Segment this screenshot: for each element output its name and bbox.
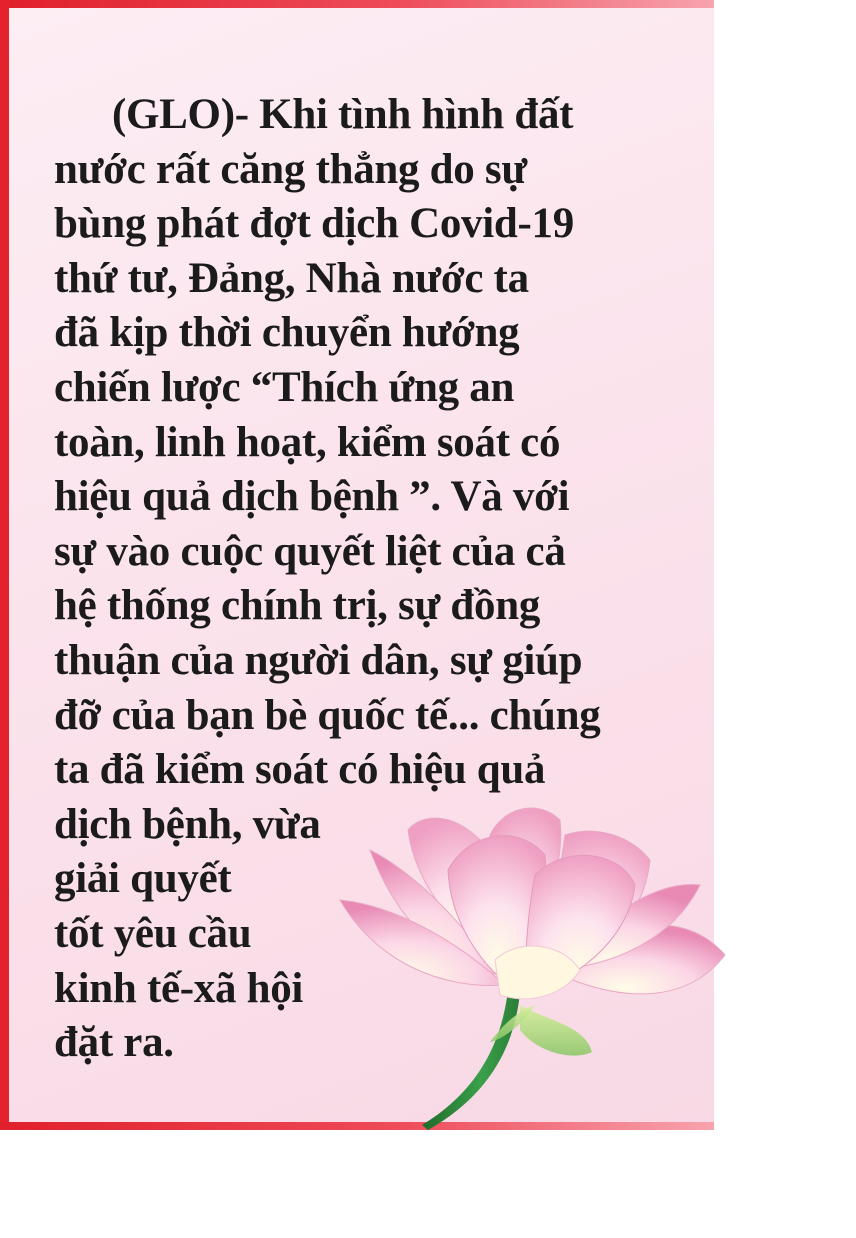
text-line: đặt ra. [54, 1019, 174, 1067]
text-line: nước rất căng thẳng do sự [54, 145, 527, 193]
text-line: hiệu quả dịch bệnh ”. Và với [54, 473, 570, 521]
frame-left-border [0, 0, 9, 1130]
text-line: sự vào cuộc quyết liệt của cả [54, 527, 566, 575]
text-line: giải quyết [54, 855, 232, 903]
text-line: hệ thống chính trị, sự đồng [54, 582, 541, 630]
text-line: đã kịp thời chuyển hướng [54, 309, 520, 357]
text-line: kinh tế-xã hội [54, 964, 304, 1012]
text-line: đỡ của bạn bè quốc tế... chúng [54, 691, 601, 739]
text-line: dịch bệnh, vừa [54, 800, 321, 848]
text-line: (GLO)- Khi tình hình đất [112, 91, 574, 138]
text-line: thuận của người dân, sự giúp [54, 636, 583, 684]
lotus-sepal [520, 1005, 592, 1056]
text-line: ta đã kiểm soát có hiệu quả [54, 746, 546, 794]
lotus-stem [422, 990, 520, 1130]
text-line: toàn, linh hoạt, kiểm soát có [54, 418, 561, 466]
text-line: tốt yêu cầu [54, 909, 252, 957]
lotus-flower-illustration [330, 790, 740, 1140]
text-line: chiến lược “Thích ứng an [54, 363, 515, 411]
frame-top-border [0, 0, 714, 8]
text-line: thứ tư, Đảng, Nhà nước ta [54, 254, 529, 302]
text-line: bùng phát đợt dịch Covid-19 [54, 200, 574, 248]
